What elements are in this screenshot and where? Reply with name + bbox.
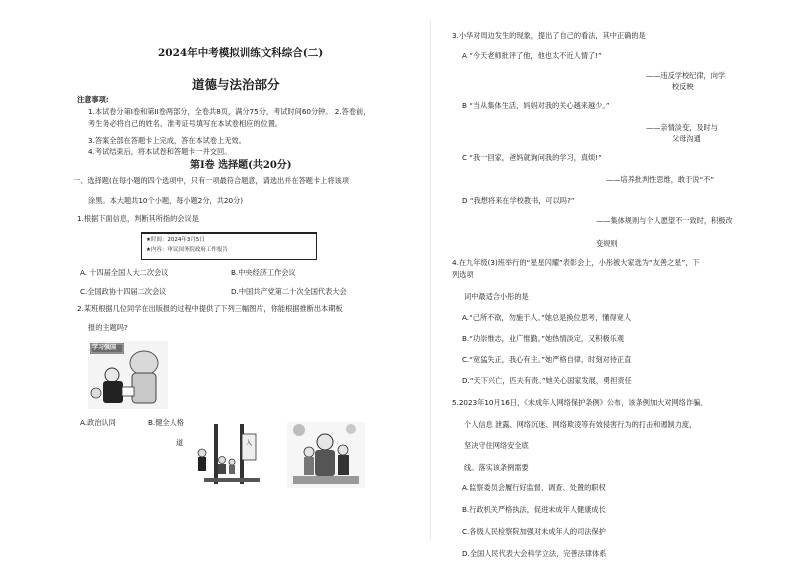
q5-option-a: A.监察委员会履行好监督、调查、处置的职权 <box>462 483 606 492</box>
q4-option-a: A.“己所不欲，勿施于人。”她总是换位思考，懂得宽人 <box>462 313 632 322</box>
cartoon-image-family <box>287 422 365 488</box>
q1-option-a: A. 十四届全国人大二次会议 <box>80 268 169 277</box>
q3-b-note: 父母沟通 <box>672 134 701 143</box>
notice-line: 1.本试卷分第I卷和第II卷两部分，全卷共8页，满分75分，考试时间60分钟。 2.答卷前， <box>88 107 371 116</box>
question-2-stem: 2.某班根据几位同学在出版报的过程中提供了下列三幅图片，你能根据推断出本期板 <box>77 304 343 313</box>
notice-line: 3.答案全部在答题卡上完成，答在本试卷上无效。 <box>88 136 246 145</box>
info-time: ★时间：2024年3月5日 <box>146 237 205 243</box>
q2-option-a: A.政治认同 <box>80 418 116 427</box>
q5-option-c: C.各级人民检察院加强对未成年人的司法保护 <box>462 527 606 536</box>
q1-option-d: D.中国共产党第二十次全国代表大会 <box>231 287 347 296</box>
question-5-stem: 5.2023年10月16日，《未成年人网络保护条例》公布，该条例加大对网络诈骗、 <box>452 398 708 407</box>
q2-option-b: B.健全人格 <box>148 418 184 427</box>
q3-a-note: 校反映 <box>672 82 694 91</box>
q4-option-b: B.“功崇惟志，业广惟勤。”她热情淡定，又积极乐观 <box>462 334 625 343</box>
q1-option-c: C.全国政协十四届二次会议 <box>80 287 167 296</box>
section-heading: 第I卷 选择题(共20分) <box>190 160 292 171</box>
subject-title: 道德与法治部分 <box>192 77 280 92</box>
q4-option-c: C.“宽猛失正，我心有主。”她严格自律，时刻对待正直 <box>462 355 632 364</box>
q3-option-a: A “今天老师批评了他，他也太不近人情了!” <box>462 51 602 60</box>
cartoon-image-gate <box>190 420 270 488</box>
cartoon-banner-text: 学习强国 <box>92 344 117 351</box>
question-5-stem: 坚决守住网络安全底 <box>464 441 529 450</box>
section-desc: 涂黑。本大题共10个小题，每小题2分，共20分) <box>88 196 244 205</box>
gate-sign-text: 入 <box>246 440 253 447</box>
q3-option-d: D “我想将来在学校教书，可以吗?” <box>462 196 575 205</box>
q5-option-b: B.行政机关严格执法，促进未成年人健康成长 <box>462 505 606 514</box>
question-5-stem: 线。落实该条例需要 <box>464 463 529 472</box>
q3-d-note: 变规则 <box>596 239 618 248</box>
question-5-stem: 个人信息 泄露、网络沉迷、网络欺凌等有效侵害行为的打击和遏制力度， <box>464 420 697 429</box>
q3-a-note: ——违反学校纪律，向学 <box>646 71 726 80</box>
q3-b-note: ——亲情淡变，及时与 <box>646 123 718 132</box>
q3-option-c: C “我一回家，爸妈就询问我的学习，真烦!” <box>462 153 602 162</box>
q3-d-note: ——集体规则与个人愿望不一致时，积极改 <box>596 216 733 225</box>
cartoon-image-study <box>88 341 168 409</box>
q2-option-fragment: 道 <box>176 438 184 447</box>
info-box <box>141 232 317 260</box>
q3-option-b: B “当从集体生活，妈妈对我的关心越来越少。” <box>462 101 610 110</box>
q5-option-d: D.全国人民代表大会科学立法，完善法律体系 <box>462 549 607 558</box>
q4-option-d: D.“天下兴亡，匹夫有责。”她关心国家发展，勇担责任 <box>462 376 632 385</box>
info-content: ★内容：审议国务院政府工作报告 <box>146 247 228 253</box>
section-desc: 一、选择题(在每小题的四个选项中，只有一项最符合题意，请选出并在答题卡上将该项 <box>73 176 349 185</box>
q1-option-b: B.中央经济工作会议 <box>231 268 296 277</box>
question-2-stem: 报的主题吗? <box>88 323 128 332</box>
question-3-stem: 3.小华对周边发生的现象，提出了自己的看法，其中正确的是 <box>452 31 646 40</box>
column-divider <box>430 20 431 540</box>
question-4-stem: 词中最适合小彤的是 <box>464 292 529 301</box>
exam-title: 2024年中考模拟训练文科综合(二) <box>158 47 324 59</box>
notice-line: 考生务必将自己的姓名、准考证号填写在本试卷相应的位置。 <box>88 119 283 128</box>
question-4-stem: 4.在九年级(3)班举行的“星星闪耀”表彰会上，小彤被大家选为“友善之星”，下 <box>452 258 700 267</box>
question-1-stem: 1.根据下面信息，判断其所指的会议是 <box>77 214 199 223</box>
q3-c-note: ——培养批判性思维，敢于说“不” <box>606 175 715 184</box>
notice-line: 4.考试结束后，将本试卷和答题卡一并交回。 <box>88 147 232 156</box>
notice-title: 注意事项: <box>77 95 109 104</box>
question-4-stem: 列选项 <box>452 270 474 279</box>
